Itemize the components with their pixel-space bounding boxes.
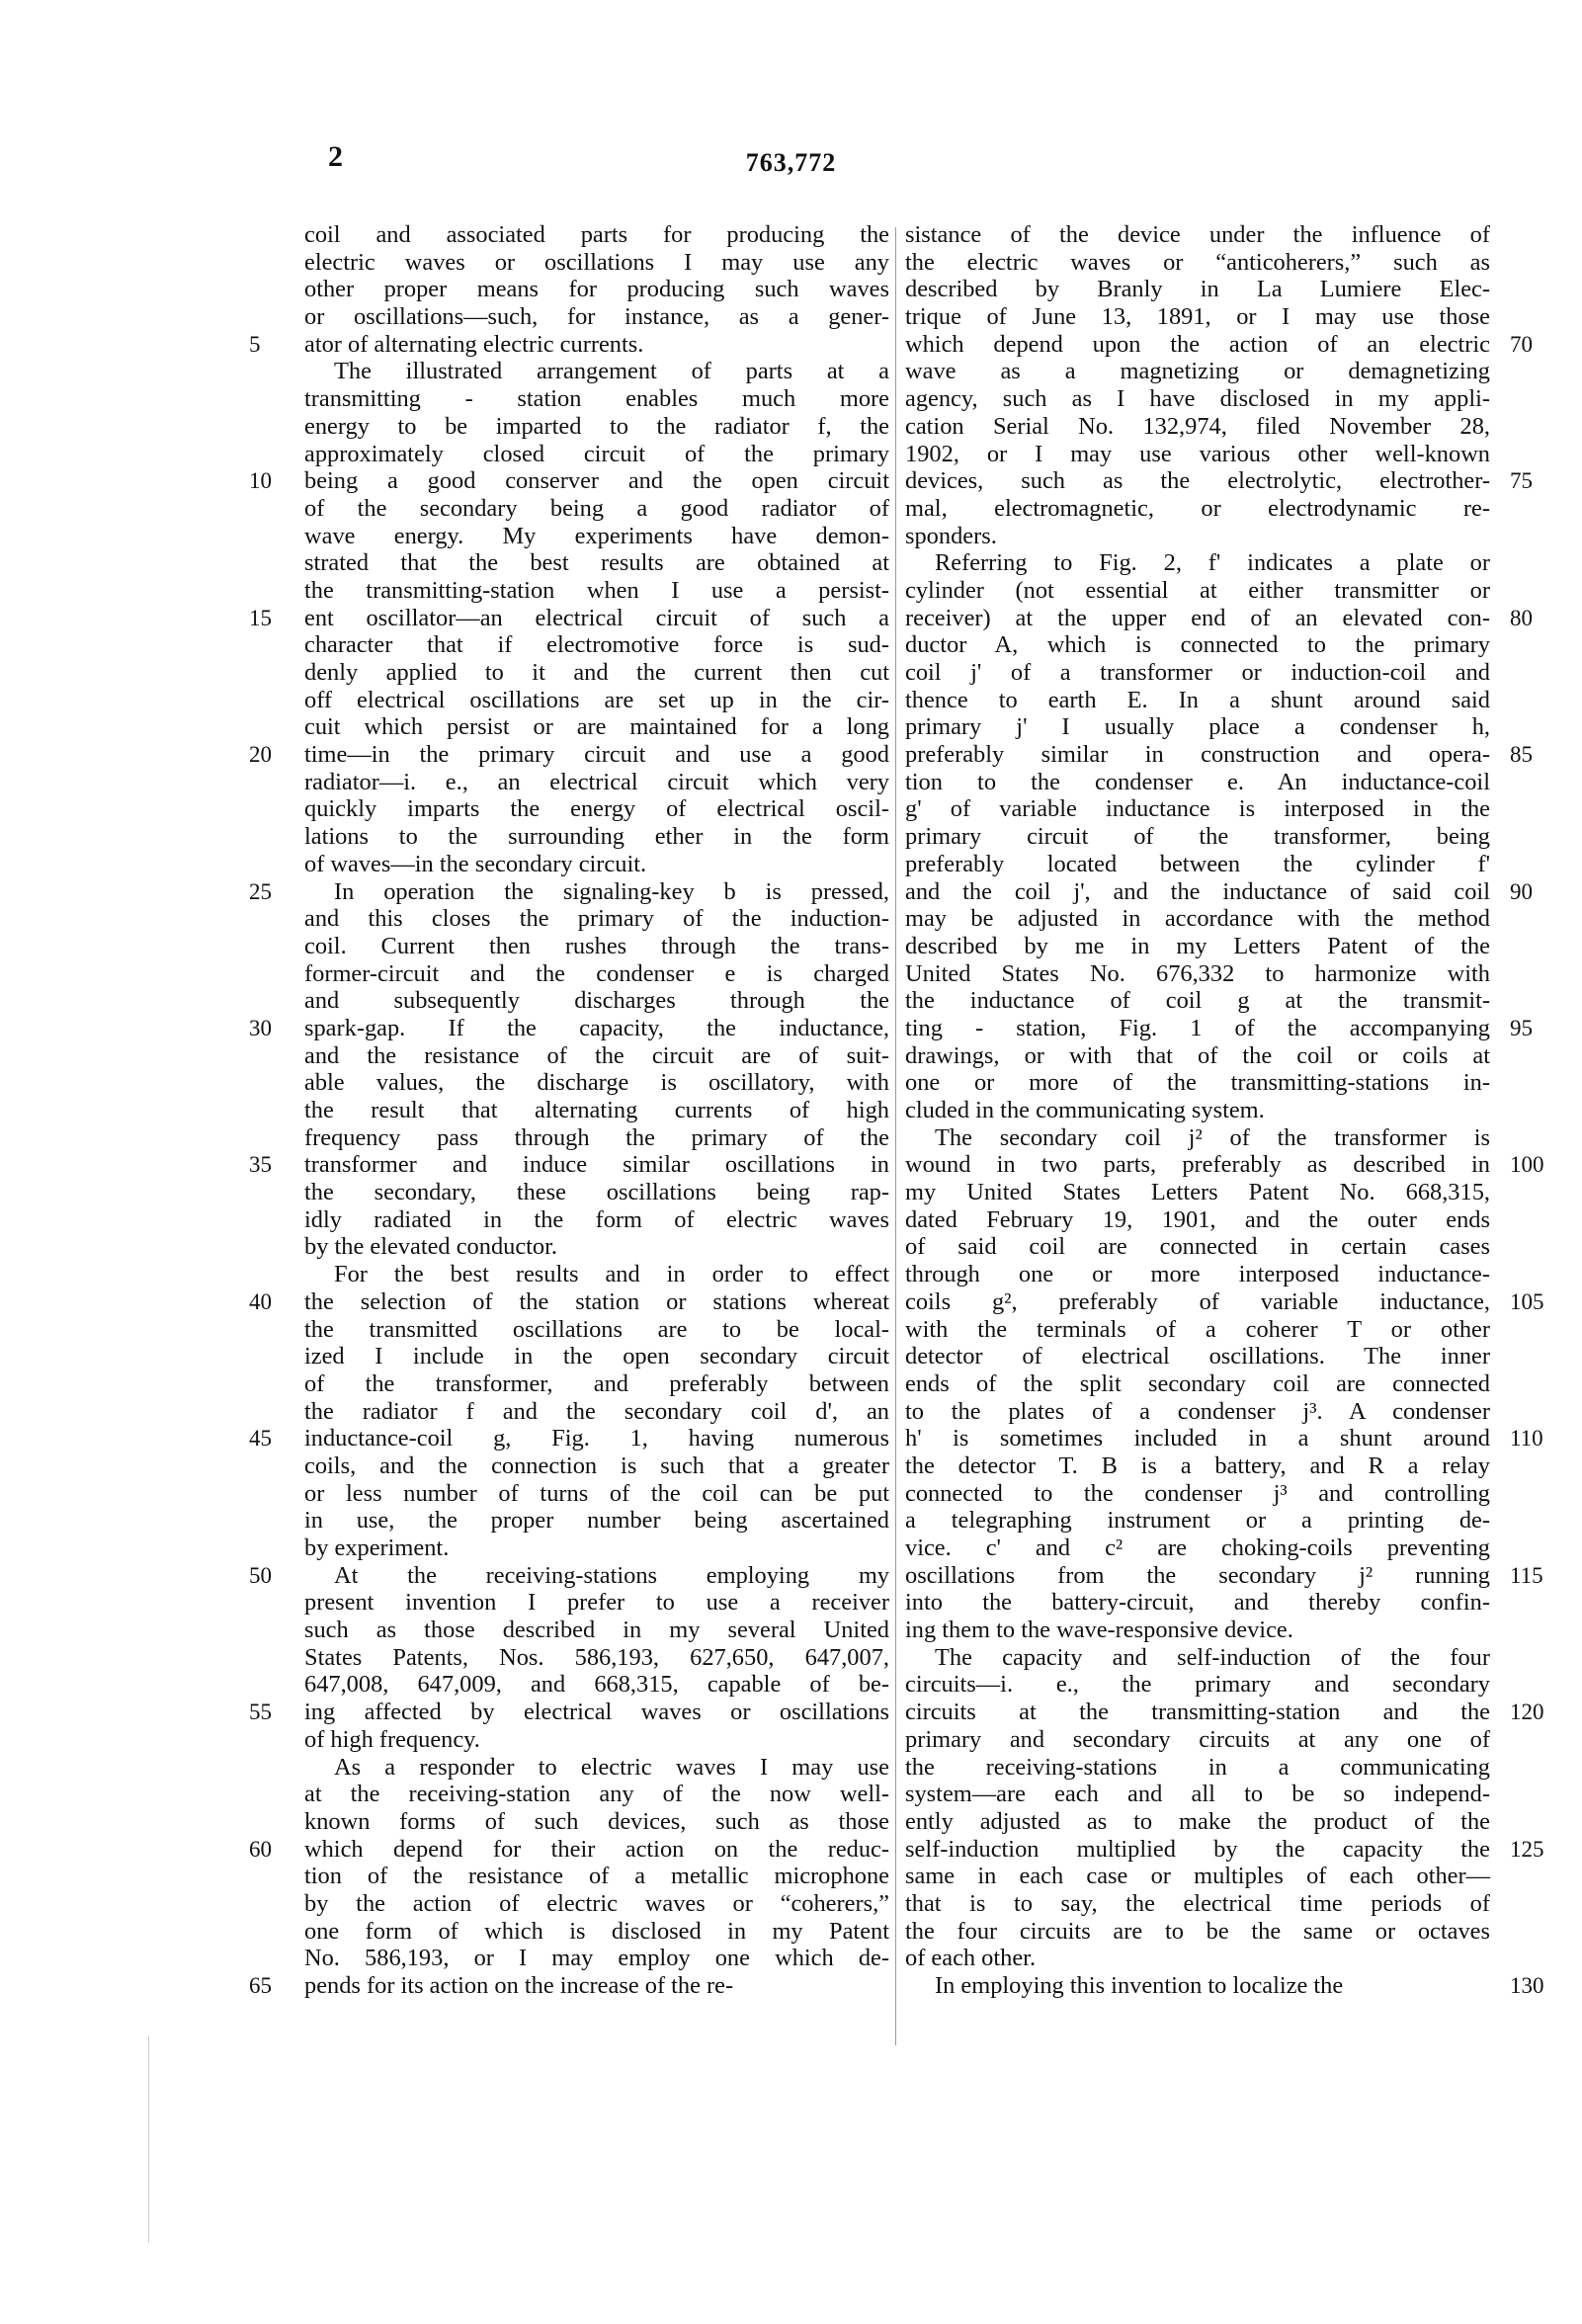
line-text: and subsequently discharges through the (304, 987, 889, 1015)
line-text: the receiving-stations in a communicating (905, 1753, 1490, 1781)
right-text-column (905, 221, 1544, 2000)
line-number: 55 (249, 1700, 272, 1725)
line-text: cylinder (not essential at either transmitter or (905, 576, 1490, 604)
line-text: described by Branly in La Lumiere Elec- (905, 276, 1490, 303)
line-text: tion of the resistance of a metallic microphone (304, 1863, 889, 1890)
right-text-line (905, 659, 1490, 687)
right-text-line (905, 1644, 1490, 1672)
line-text: agency, such as I have disclosed in my appli- (905, 385, 1490, 413)
line-text: ator of alternating electric currents. (304, 330, 644, 358)
line-number: 90 (1510, 878, 1533, 904)
right-text-line (905, 1808, 1490, 1836)
right-text-line (905, 1233, 1490, 1261)
line-text: tion to the condenser e. An inductance-coil (905, 768, 1490, 795)
left-text-line (304, 1781, 889, 1808)
line-text: radiator—i. e., an electrical circuit which very (304, 768, 889, 795)
line-number: 105 (1510, 1288, 1544, 1314)
line-text: the result that alternating currents of high (304, 1097, 889, 1123)
line-text: cluded in the communicating system. (905, 1097, 1265, 1123)
left-text-line (249, 1287, 889, 1316)
left-text-line (249, 741, 889, 769)
line-text: h' is sometimes included in a shunt around (905, 1425, 1490, 1452)
line-text: vice. c' and c² are choking-coils preventing (905, 1535, 1490, 1561)
line-text: ting - station, Fig. 1 of the accompanying (905, 1014, 1490, 1041)
right-text-line (905, 1069, 1490, 1097)
line-text: off electrical oscillations are set up in the cir- (304, 686, 889, 713)
line-text: oscillations from the secondary j² running (905, 1561, 1490, 1589)
left-text-line (249, 1835, 889, 1864)
line-text: primary and secondary circuits at any one of (905, 1725, 1490, 1753)
right-text-line (905, 1097, 1490, 1124)
line-text: at the receiving-station any of the now well- (304, 1781, 889, 1808)
line-text: transformer and induce similar oscillations in (304, 1151, 889, 1179)
right-text-line (905, 741, 1533, 769)
left-text-line (304, 495, 889, 523)
right-text-line (905, 1398, 1490, 1426)
line-text: 1902, or I may use various other well-known (905, 440, 1490, 467)
right-text-line (905, 221, 1490, 249)
left-text-line (304, 221, 889, 249)
line-text: a telegraphing instrument or a printing de- (905, 1507, 1490, 1535)
line-text: primary circuit of the transformer, being (905, 823, 1490, 851)
line-text: my United States Letters Patent No. 668,315, (905, 1179, 1490, 1206)
right-text-line (905, 687, 1490, 714)
left-text-line (304, 1589, 889, 1617)
right-text-line (905, 1835, 1544, 1864)
right-text-line (905, 1890, 1490, 1918)
left-text-line (304, 1398, 889, 1426)
left-text-line (304, 795, 889, 823)
line-text: ends of the split secondary coil are connected (905, 1370, 1490, 1397)
line-number: 80 (1510, 605, 1533, 630)
line-number: 130 (1510, 1973, 1544, 1998)
left-text-line (304, 1644, 889, 1672)
right-text-line (905, 877, 1533, 906)
right-text-line (905, 1124, 1490, 1152)
line-text: the four circuits are to be the same or octaves (905, 1917, 1490, 1945)
left-text-line (249, 467, 889, 495)
line-text: same in each case or multiples of each other— (905, 1863, 1490, 1890)
left-text-line (304, 1206, 889, 1234)
line-text: approximately closed circuit of the primary (304, 440, 889, 467)
right-text-line (905, 823, 1490, 851)
line-text: by experiment. (304, 1535, 450, 1561)
left-text-line (304, 441, 889, 468)
right-text-line (905, 1781, 1490, 1808)
left-text-line (304, 769, 889, 796)
line-text: drawings, or with that of the coil or coils at (905, 1041, 1490, 1069)
right-text-line (905, 769, 1490, 796)
left-text-line (304, 1316, 889, 1344)
left-text-line (304, 1069, 889, 1097)
line-number: 50 (249, 1562, 272, 1588)
left-text-line (304, 1617, 889, 1644)
right-text-line (905, 1671, 1490, 1699)
right-text-line (905, 987, 1490, 1015)
line-text: g' of variable inductance is interposed in the (905, 795, 1490, 823)
page-number: 2 (328, 140, 344, 173)
left-text-line (304, 713, 889, 741)
left-text-line (304, 1124, 889, 1152)
right-text-line (905, 1945, 1490, 1972)
line-text: wound in two parts, preferably as described in (905, 1151, 1490, 1179)
left-text-line (304, 851, 889, 878)
line-text: the inductance of coil g at the transmit- (905, 987, 1490, 1015)
line-number: 20 (249, 742, 272, 768)
line-number: 60 (249, 1836, 272, 1862)
line-text: trique of June 13, 1891, or I may use those (905, 303, 1490, 331)
right-text-line (905, 1561, 1543, 1590)
left-text-line (304, 1671, 889, 1699)
line-text: coils, and the connection is such that a greater (304, 1452, 889, 1479)
left-text-line (304, 549, 889, 577)
right-text-line (905, 330, 1533, 359)
line-text: ductor A, which is connected to the primary (905, 631, 1490, 659)
line-text: The illustrated arrangement of parts at a (334, 358, 889, 385)
left-text-line (304, 1233, 889, 1261)
line-text: which depend upon the action of an electric (905, 330, 1490, 358)
line-text: Referring to Fig. 2, f' indicates a plate or (935, 549, 1490, 577)
line-number: 35 (249, 1152, 272, 1178)
left-text-line (304, 1754, 889, 1782)
left-text-line (304, 1179, 889, 1206)
left-text-line (249, 1972, 889, 2000)
right-text-line (905, 495, 1490, 523)
line-text: No. 586,193, or I may employ one which de- (304, 1945, 889, 1972)
line-number: 125 (1510, 1836, 1544, 1862)
line-text: and the coil j', and the inductance of said coil (905, 877, 1490, 905)
right-text-line (905, 1535, 1490, 1562)
line-number: 100 (1510, 1152, 1544, 1178)
line-text: wave energy. My experiments have demon- (304, 522, 889, 549)
left-text-line (249, 1425, 889, 1452)
line-text: wave as a magnetizing or demagnetizing (905, 358, 1490, 385)
line-text: one form of which is disclosed in my Patent (304, 1917, 889, 1945)
left-text-line (304, 385, 889, 413)
right-text-line (905, 905, 1490, 933)
line-text: mal, electromagnetic, or electrodynamic re- (905, 494, 1490, 522)
line-text: States Patents, Nos. 586,193, 627,650, 647,007, (304, 1643, 889, 1671)
line-text: coil j' of a transformer or induction-coil and (905, 659, 1490, 686)
left-text-line (304, 987, 889, 1015)
line-text: devices, such as the electrolytic, electrother- (905, 467, 1490, 495)
line-text: For the best results and in order to effect (334, 1261, 889, 1288)
line-text: the detector T. B is a battery, and R a relay (905, 1452, 1490, 1479)
line-number: 95 (1510, 1015, 1533, 1040)
line-text: able values, the discharge is oscillatory, with (304, 1069, 889, 1097)
line-text: to the plates of a condenser j³. A condenser (905, 1397, 1490, 1425)
line-text: ent oscillator—an electrical circuit of such a (304, 604, 889, 631)
line-text: United States No. 676,332 to harmonize with (905, 959, 1490, 987)
left-text-line (304, 358, 889, 385)
left-text-line (304, 276, 889, 303)
right-text-line (905, 1287, 1544, 1316)
left-text-line (304, 960, 889, 988)
left-text-line (304, 687, 889, 714)
right-text-line (905, 1699, 1544, 1726)
line-text: denly applied to it and the current then cut (304, 659, 889, 686)
patent-number: 763,772 (745, 148, 837, 177)
right-text-line (905, 467, 1533, 495)
line-text: the transmitting-station when I use a persist- (304, 576, 889, 604)
right-text-line (905, 1261, 1490, 1288)
line-text: lations to the surrounding ether in the form (304, 823, 889, 851)
line-text: thence to earth E. In a shunt around said (905, 686, 1490, 713)
line-text: self-induction multiplied by the capacity the (905, 1835, 1490, 1863)
left-text-line (304, 1507, 889, 1535)
left-text-line (304, 1808, 889, 1836)
line-text: dated February 19, 1901, and the outer ends (905, 1205, 1490, 1233)
line-text: ently adjusted as to make the product of the (905, 1807, 1490, 1835)
line-text: the selection of the station or stations whereat (304, 1287, 889, 1315)
line-number: 85 (1510, 742, 1533, 768)
line-text: cation Serial No. 132,974, filed November 28, (905, 412, 1490, 440)
right-text-line (905, 604, 1533, 632)
line-text: transmitting - station enables much more (304, 385, 889, 413)
line-text: As a responder to electric waves I may use (334, 1753, 889, 1781)
left-text-line (249, 1561, 889, 1590)
line-text: The capacity and self-induction of the four (935, 1643, 1490, 1671)
line-text: through one or more interposed inductance- (905, 1261, 1490, 1288)
right-text-line (905, 1343, 1490, 1370)
line-number: 5 (249, 331, 261, 357)
left-text-line (304, 1042, 889, 1070)
left-text-line (249, 1151, 889, 1179)
line-text: being a good conserver and the open circuit (304, 467, 889, 495)
right-text-line (905, 303, 1490, 331)
left-text-line (304, 1726, 889, 1754)
left-text-line (304, 659, 889, 687)
line-text: coils g², preferably of variable inductance, (905, 1287, 1490, 1315)
line-number: 30 (249, 1015, 272, 1040)
right-text-line (905, 631, 1490, 659)
line-text: or less number of turns of the coil can be put (304, 1479, 889, 1507)
left-text-line (304, 1097, 889, 1124)
line-text: the secondary, these oscillations being rap- (304, 1179, 889, 1206)
line-text: ing them to the wave-responsive device. (905, 1617, 1293, 1644)
right-text-line (905, 523, 1490, 550)
left-text-line (304, 1343, 889, 1370)
line-text: the transmitted oscillations are to be local- (304, 1315, 889, 1343)
right-text-line (905, 1206, 1490, 1234)
left-text-line (304, 1890, 889, 1918)
left-text-line (304, 303, 889, 331)
line-text: detector of electrical oscillations. The inner (905, 1343, 1490, 1370)
column-divider (895, 227, 896, 2045)
line-text: the electric waves or “anticoherers,” such as (905, 248, 1490, 276)
line-text: strated that the best results are obtained at (304, 549, 889, 577)
left-text-line (249, 1014, 889, 1042)
line-text: 647,008, 647,009, and 668,315, capable of be- (304, 1671, 889, 1699)
line-text: by the elevated conductor. (304, 1233, 558, 1261)
line-text: energy to be imparted to the radiator f, the (304, 412, 889, 440)
left-text-line (304, 905, 889, 933)
line-text: and the resistance of the circuit are of suit- (304, 1041, 889, 1069)
line-number: 10 (249, 468, 272, 494)
left-text-line (304, 413, 889, 441)
left-text-line (304, 523, 889, 550)
line-number: 75 (1510, 468, 1533, 494)
right-text-line (905, 249, 1490, 277)
left-text-line (304, 1480, 889, 1508)
line-text: in use, the proper number being ascertained (304, 1507, 889, 1535)
line-text: electric waves or oscillations I may use any (304, 248, 889, 276)
line-number: 120 (1510, 1700, 1544, 1725)
right-text-line (905, 1863, 1490, 1890)
right-text-line (905, 441, 1490, 468)
left-text-line (304, 631, 889, 659)
line-text: coil and associated parts for producing the (304, 221, 889, 248)
line-text: known forms of such devices, such as those (304, 1807, 889, 1835)
right-text-line (905, 1014, 1533, 1042)
line-text: At the receiving-stations employing my (334, 1561, 889, 1589)
right-text-line (905, 1754, 1490, 1782)
line-number: 25 (249, 878, 272, 904)
left-text-line (304, 577, 889, 605)
right-text-line (905, 713, 1490, 741)
left-text-line (249, 330, 889, 359)
right-text-line (905, 358, 1490, 385)
line-text: time—in the primary circuit and use a good (304, 741, 889, 769)
line-text: described by me in my Letters Patent of the (905, 932, 1490, 959)
line-text: and this closes the primary of the induction- (304, 905, 889, 933)
line-text: the radiator f and the secondary coil d', an (304, 1397, 889, 1425)
line-text: preferably located between the cylinder f' (905, 850, 1490, 877)
line-text: sponders. (905, 522, 997, 549)
right-text-line (905, 1425, 1543, 1452)
line-text: former-circuit and the condenser e is charged (304, 959, 889, 987)
left-text-line (304, 823, 889, 851)
line-text: coil. Current then rushes through the trans- (304, 932, 889, 959)
right-text-line (905, 385, 1490, 413)
right-text-line (905, 1918, 1490, 1946)
right-text-line (905, 960, 1490, 988)
left-text-line (249, 604, 889, 632)
line-text: present invention I prefer to use a receiver (304, 1589, 889, 1617)
right-text-line (905, 577, 1490, 605)
right-text-line (905, 549, 1490, 577)
line-text: that is to say, the electrical time periods of (905, 1889, 1490, 1917)
line-text: into the battery-circuit, and thereby confin- (905, 1589, 1490, 1617)
line-text: of each other. (905, 1945, 1037, 1972)
right-text-line (905, 1452, 1490, 1480)
margin-rule (148, 2035, 149, 2243)
left-text-line (249, 1699, 889, 1726)
left-text-line (304, 1945, 889, 1972)
right-text-line (905, 933, 1490, 960)
line-text: receiver) at the upper end of an elevated con- (905, 604, 1490, 631)
line-text: of waves—in the secondary circuit. (304, 850, 647, 877)
right-text-line (905, 1370, 1490, 1398)
line-text: cuit which persist or are maintained for a long (304, 713, 889, 741)
line-text: In operation the signaling-key b is pressed, (334, 877, 889, 905)
left-text-line (304, 1370, 889, 1398)
line-text: of high frequency. (304, 1725, 480, 1753)
line-text: ing affected by electrical waves or oscillations (304, 1699, 889, 1726)
line-text: idly radiated in the form of electric waves (304, 1205, 889, 1233)
line-number: 65 (249, 1973, 272, 1998)
left-text-line (304, 1535, 889, 1562)
line-text: ized I include in the open secondary circuit (304, 1343, 889, 1370)
left-text-line (304, 933, 889, 960)
line-number: 45 (249, 1426, 272, 1452)
line-number: 15 (249, 605, 272, 630)
right-text-line (905, 1617, 1490, 1644)
right-text-line (905, 1589, 1490, 1617)
line-number: 70 (1510, 331, 1533, 357)
line-text: such as those described in my several United (304, 1617, 889, 1644)
line-text: In employing this invention to localize the (935, 1972, 1344, 1999)
right-text-line (905, 413, 1490, 441)
line-text: other proper means for producing such waves (304, 276, 889, 303)
line-text: connected to the condenser j³ and controlling (905, 1479, 1490, 1507)
line-text: one or more of the transmitting-stations in- (905, 1069, 1490, 1097)
left-text-column (249, 221, 889, 2000)
line-text: circuits—i. e., the primary and secondary (905, 1671, 1490, 1699)
left-text-line (304, 1452, 889, 1480)
right-text-line (905, 795, 1490, 823)
right-text-line (905, 1972, 1544, 2000)
line-number: 110 (1510, 1426, 1543, 1452)
line-text: The secondary coil j² of the transformer is (935, 1123, 1490, 1151)
left-text-line (304, 249, 889, 277)
right-text-line (905, 1151, 1544, 1179)
left-text-line (304, 1863, 889, 1890)
line-text: by the action of electric waves or “coherers,” (304, 1889, 889, 1917)
left-text-line (304, 1918, 889, 1946)
line-text: which depend for their action on the reduc- (304, 1835, 889, 1863)
line-text: sistance of the device under the influence of (905, 221, 1490, 248)
line-text: primary j' I usually place a condenser h, (905, 713, 1490, 741)
line-text: character that if electromotive force is sud- (304, 631, 889, 659)
right-text-line (905, 1726, 1490, 1754)
line-number: 115 (1510, 1562, 1543, 1588)
line-number: 40 (249, 1288, 272, 1314)
right-text-line (905, 1480, 1490, 1508)
line-text: circuits at the transmitting-station and the (905, 1699, 1490, 1726)
line-text: quickly imparts the energy of electrical oscil- (304, 795, 889, 823)
line-text: inductance-coil g, Fig. 1, having numerous (304, 1425, 889, 1452)
right-text-line (905, 1316, 1490, 1344)
right-text-line (905, 1507, 1490, 1535)
line-text: spark-gap. If the capacity, the inductance, (304, 1014, 889, 1041)
line-text: or oscillations—such, for instance, as a gener- (304, 303, 889, 331)
line-text: may be adjusted in accordance with the method (905, 905, 1490, 933)
line-text: preferably similar in construction and opera- (905, 741, 1490, 769)
line-text: with the terminals of a coherer T or other (905, 1315, 1490, 1343)
line-text: frequency pass through the primary of the (304, 1123, 889, 1151)
line-text: pends for its action on the increase of the re- (304, 1972, 734, 1999)
right-text-line (905, 1042, 1490, 1070)
left-text-line (249, 877, 889, 906)
line-text: of the transformer, and preferably between (304, 1370, 889, 1397)
line-text: of the secondary being a good radiator of (304, 494, 889, 522)
right-text-line (905, 1179, 1490, 1206)
right-text-line (905, 276, 1490, 303)
line-text: system—are each and all to be so independ- (905, 1781, 1490, 1808)
right-text-line (905, 851, 1490, 878)
left-text-line (304, 1261, 889, 1288)
line-text: of said coil are connected in certain cases (905, 1233, 1490, 1261)
